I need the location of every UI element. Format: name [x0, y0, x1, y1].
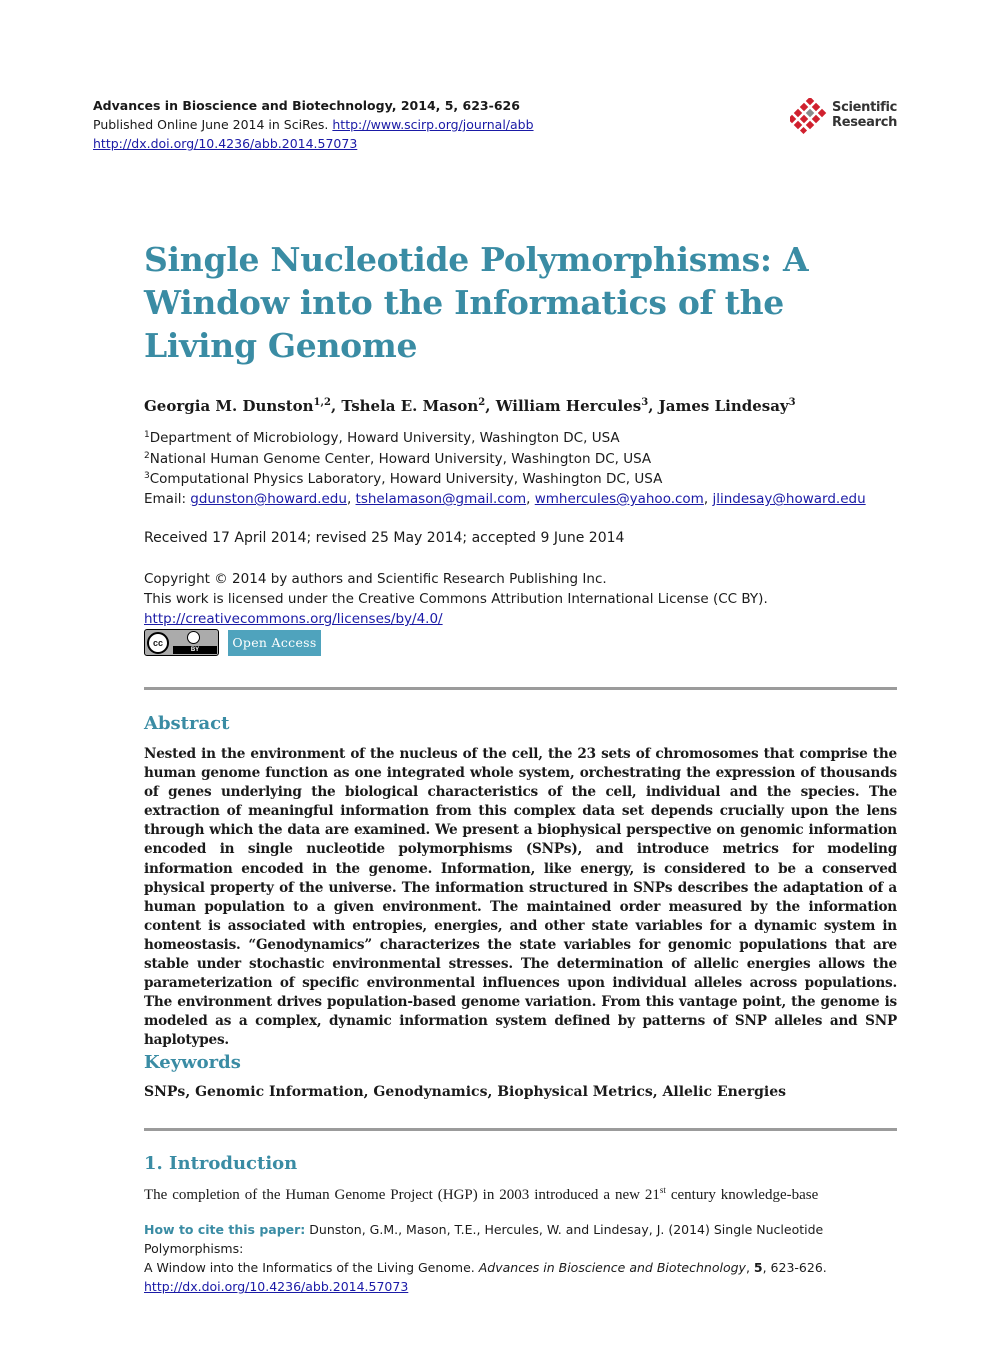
- cite-journal: Advances in Bioscience and Biotechnology: [478, 1260, 746, 1275]
- divider: [144, 687, 897, 690]
- open-access-badge[interactable]: Open Access: [228, 630, 321, 656]
- doi-link[interactable]: http://dx.doi.org/10.4236/abb.2014.57073: [93, 136, 358, 151]
- logo-mark-icon: [790, 98, 830, 134]
- copyright-line: Copyright © 2014 by authors and Scientific Research Publishing Inc.: [144, 571, 607, 587]
- license-link[interactable]: http://creativecommons.org/licenses/by/4.0/: [144, 611, 443, 627]
- logo-text: [832, 100, 897, 130]
- authors-line: [144, 397, 796, 415]
- email-line: Email: gdunston@howard.edu, tshelamason@gmail.com, wmhercules@yahoo.com, jlindesay@howard.edu: [144, 491, 866, 507]
- affiliation-1: $^1$Department of Microbiology, Howard University, Washington DC, USA: [144, 430, 620, 446]
- divider: [144, 1128, 897, 1131]
- affiliation-2: $^2$National Human Genome Center, Howard University, Washington DC, USA: [144, 451, 652, 467]
- paper-title: Single Nucleotide Polymorphisms: A Window into the Informatics of the Living Genome: [144, 240, 809, 365]
- license-line: This work is licensed under the Creative Commons Attribution International License (CC BY).: [144, 591, 768, 607]
- scientific-research-logo: [790, 98, 900, 134]
- logo-line1: Scientific: [832, 100, 898, 115]
- journal-url-link[interactable]: http://www.scirp.org/journal/abb: [332, 117, 534, 132]
- by-label: BY: [173, 646, 217, 654]
- received-dates: Received 17 April 2014; revised 25 May 2014; accepted 9 June 2014: [144, 530, 625, 546]
- cite-text: Dunston, G.M., Mason, T.E., Hercules, W. and Lindesay, J. (2014) Single Nucleotide Polymorphisms:: [144, 1222, 824, 1256]
- journal-header: [93, 96, 534, 153]
- cite-text: A Window into the Informatics of the Living Genome.: [144, 1260, 479, 1275]
- email-link[interactable]: jlindesay@howard.edu: [712, 491, 866, 507]
- cite-volume: 5: [753, 1260, 763, 1275]
- introduction-text: The completion of the Human Genome Project (HGP) in 2003 introduced a new 21st century knowledge-base: [144, 1185, 819, 1203]
- abstract-text: Nested in the environment of the nucleus of the cell, the 23 sets of chromosomes that comprise the human genome function as one integrated whole system, orchestrating the expression of thousands of genes underlying the biological characteristics of the cell, individual and the species. The extraction of meaningful information from this complex data set depends crucially upon the lens through which the data are examined. We present a biophysical perspective on genomic information encoded in single nucleotide polymorphisms (SNPs), and introduce metrics for modeling information encoded in the genome. Information, like energy, is considered to be a conserved physical property of the universe. The information structured in SNPs describes the adaptation of a human population to a given environment. The maintained order measured by the information content is associated with entropies, energies, and other state variables for a dynamic system in homeostasis. “Genodynamics” characterizes the state variables for genomic populations that are stable under stochastic environmental stresses. The determination of allelic energies allows the parameterization of specific environmental influences upon individual alleles across populations. The environment drives population-based genome variation. From this vantage point, the genome is modeled as a complex, dynamic information system defined by patterns of SNP alleles and SNP haplotypes.: [144, 746, 897, 1049]
- cc-icon: cc: [147, 632, 169, 654]
- email-link[interactable]: gdunston@howard.edu: [190, 491, 347, 507]
- cite-label: How to cite this paper:: [144, 1222, 306, 1237]
- author: Georgia M. Dunston$^{1,2}$,: [144, 397, 342, 415]
- published-line: [93, 115, 534, 134]
- affiliation-3: $^3$Computational Physics Laboratory, Howard University, Washington DC, USA: [144, 471, 663, 487]
- published-text: Published Online June 2014 in SciRes.: [93, 117, 329, 132]
- abstract-heading: Abstract: [144, 713, 230, 734]
- person-icon: [187, 631, 200, 644]
- email-link[interactable]: wmhercules@yahoo.com: [534, 491, 704, 507]
- copyright-block: [144, 569, 768, 629]
- cc-by-badge-icon[interactable]: [144, 629, 219, 656]
- keywords-heading: Keywords: [144, 1052, 241, 1073]
- keywords-text: SNPs, Genomic Information, Genodynamics, Biophysical Metrics, Allelic Energies: [144, 1084, 786, 1100]
- author: William Hercules$^3$,: [495, 397, 659, 415]
- journal-citation: Advances in Bioscience and Biotechnology, 2014, 5, 623-626: [93, 98, 520, 113]
- author: James Lindesay$^3$: [658, 397, 796, 415]
- how-to-cite: How to cite this paper: Dunston, G.M., Mason, T.E., Hercules, W. and Lindesay, J. (2014) Single Nucleotide Polymorphisms: A Window into the Informatics of the Living Genome. Advances in Bioscience and Biotechnology, 5, 623-626. http://dx.doi.org/10.4236/abb.2014.57073: [144, 1222, 827, 1294]
- author: Tshela E. Mason$^2$,: [341, 397, 496, 415]
- cite-doi-link[interactable]: http://dx.doi.org/10.4236/abb.2014.57073: [144, 1279, 409, 1294]
- logo-line2: Research: [832, 115, 898, 130]
- email-link[interactable]: tshelamason@gmail.com: [355, 491, 527, 507]
- email-label: Email:: [144, 491, 191, 507]
- introduction-heading: 1. Introduction: [144, 1153, 298, 1174]
